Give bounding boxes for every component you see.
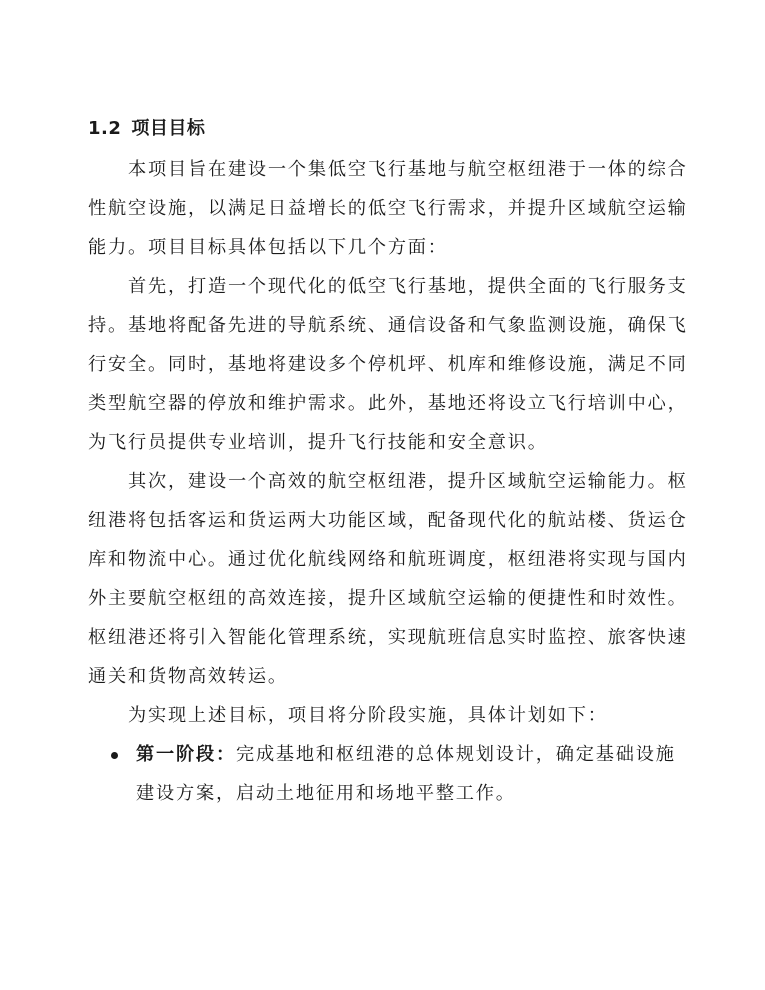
phase-title: 第一阶段： [136,744,236,765]
paragraph-aviation-hub: 其次，建设一个高效的航空枢纽港，提升区域航空运输能力。枢纽港将包括客运和货运两大功能区域，配备现代化的航站楼、货运仓库和物流中心。通过优化航线网络和航班调度，枢纽港将实现与国内外主要航空枢纽的高效连接，提升区域航空运输的便捷性和时效性。枢纽港还将引入智能化管理系统，实现航班信息实时监控、旅客快速通关和货物高效转运。 [88,471,688,687]
section-title: 项目目标 [131,118,206,139]
list-item [88,735,688,813]
bullet-icon [111,752,118,759]
section-heading [88,114,205,140]
paragraph-implementation-plan: 为实现上述目标，项目将分阶段实施，具体计划如下： [128,705,608,726]
phase-text: 完成基地和枢纽港的总体规划设计，确定基础设施建设方案，启动土地征用和场地平整工作。 [136,744,676,804]
paragraph-intro: 本项目旨在建设一个集低空飞行基地与航空枢纽港于一体的综合性航空设施，以满足日益增长的低空飞行需求，并提升区域航空运输能力。项目目标具体包括以下几个方面： [88,159,688,258]
section-number: 1.2 [88,118,122,139]
paragraph-flight-base: 首先，打造一个现代化的低空飞行基地，提供全面的飞行服务支持。基地将配备先进的导航系统、通信设备和气象监测设施，确保飞行安全。同时，基地将建设多个停机坪、机库和维修设施，满足不同类型航空器的停放和维护需求。此外，基地还将设立飞行培训中心，为飞行员提供专业培训，提升飞行技能和安全意识。 [88,276,688,453]
phase-list [88,735,688,813]
